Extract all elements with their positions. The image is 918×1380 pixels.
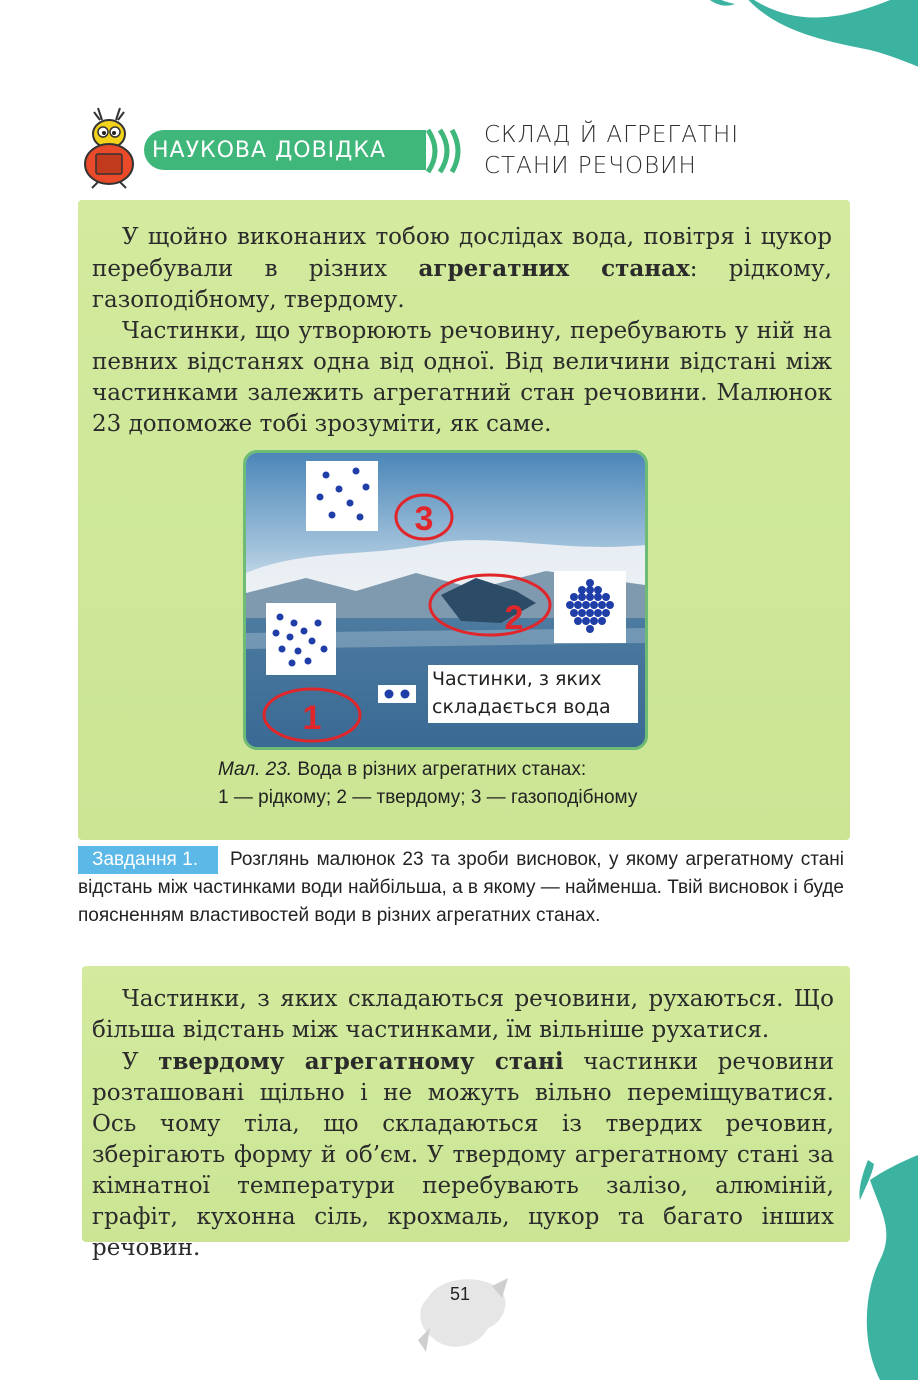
section-title-line2: СТАНИ РЕЧОВИН <box>484 153 697 179</box>
liquid-particles-box <box>266 603 336 675</box>
paragraph-solid-state: У твердому агрегатному стані частинки речовини розташовані щільно і не можуть вільно переміщуватися. Ось чому тіла, що складаються із твердих речовин, зберігають форму й об’єм. У твердому агрегатному стані за кімнатної температури перебувають залізо, алюміній, графіт, кухонна сіль, крохмаль, цукор та багато інших речовин. <box>92 1048 835 1261</box>
decorative-teal-blob-right <box>840 1120 918 1380</box>
page-number-splash <box>408 1268 518 1358</box>
marker-2: 2 <box>504 599 524 637</box>
task-text: Розглянь малюнок 23 та зроби висновок, у якому агрегатному стані відстань між частинками води найбільша, а в якому — найменша. Твій висновок і буде поясненням властивостей води в різних агрегатних станах. <box>78 849 844 926</box>
paragraph-movement: Частинки, з яких складаються речовини, рухаються. Що більша відстань між частинками, їм вільніше рухатися. <box>92 986 834 1043</box>
marker-1: 1 <box>302 699 322 737</box>
caption-label: Мал. 23. <box>218 759 293 780</box>
science-reference-tag <box>144 130 426 170</box>
term-solid-state: твердому агрегатному стані <box>158 1048 564 1075</box>
tag-label: НАУКОВА ДОВІДКА <box>152 137 387 163</box>
mascot-beetle-icon <box>78 104 140 190</box>
info-text-block <box>92 222 832 440</box>
section-title-line1: СКЛАД Й АГРЕГАТНІ <box>484 122 740 148</box>
figure-water-states <box>243 450 648 750</box>
paragraph-particles: Частинки, що утворюють речовину, перебувають у ній на певних відстанях одна від одної. Від величини відстані між частинками залежить агрегатний стан речовини. Малюнок 23 допоможе тобі зрозуміти, як саме. <box>92 318 832 437</box>
figure-caption: Мал. 23. Вода в різних агрегатних станах: 1 — рідкому; 2 — твердому; 3 — газоподібному <box>218 756 778 812</box>
marker-3: 3 <box>414 500 434 538</box>
paragraph-states: У щойно виконаних тобою дослідах вода, повітря і цукор перебували в різних агрегатних станах: рідкому, газоподібному, твердому. <box>92 224 832 313</box>
term-aggregate-states: агрегатних станах <box>418 255 690 282</box>
section-title <box>484 120 804 182</box>
info-text-block-2 <box>92 984 834 1264</box>
task-badge: Завдання 1. <box>78 846 218 874</box>
decorative-teal-blob-top <box>680 0 918 120</box>
water-particles-label: Частинки, з яких складається вода <box>428 665 638 723</box>
caption-line2: 1 — рідкому; 2 — твердому; 3 — газоподібному <box>218 787 638 808</box>
tag-arrows-decoration <box>420 126 464 176</box>
page-number: 51 <box>449 1284 471 1304</box>
